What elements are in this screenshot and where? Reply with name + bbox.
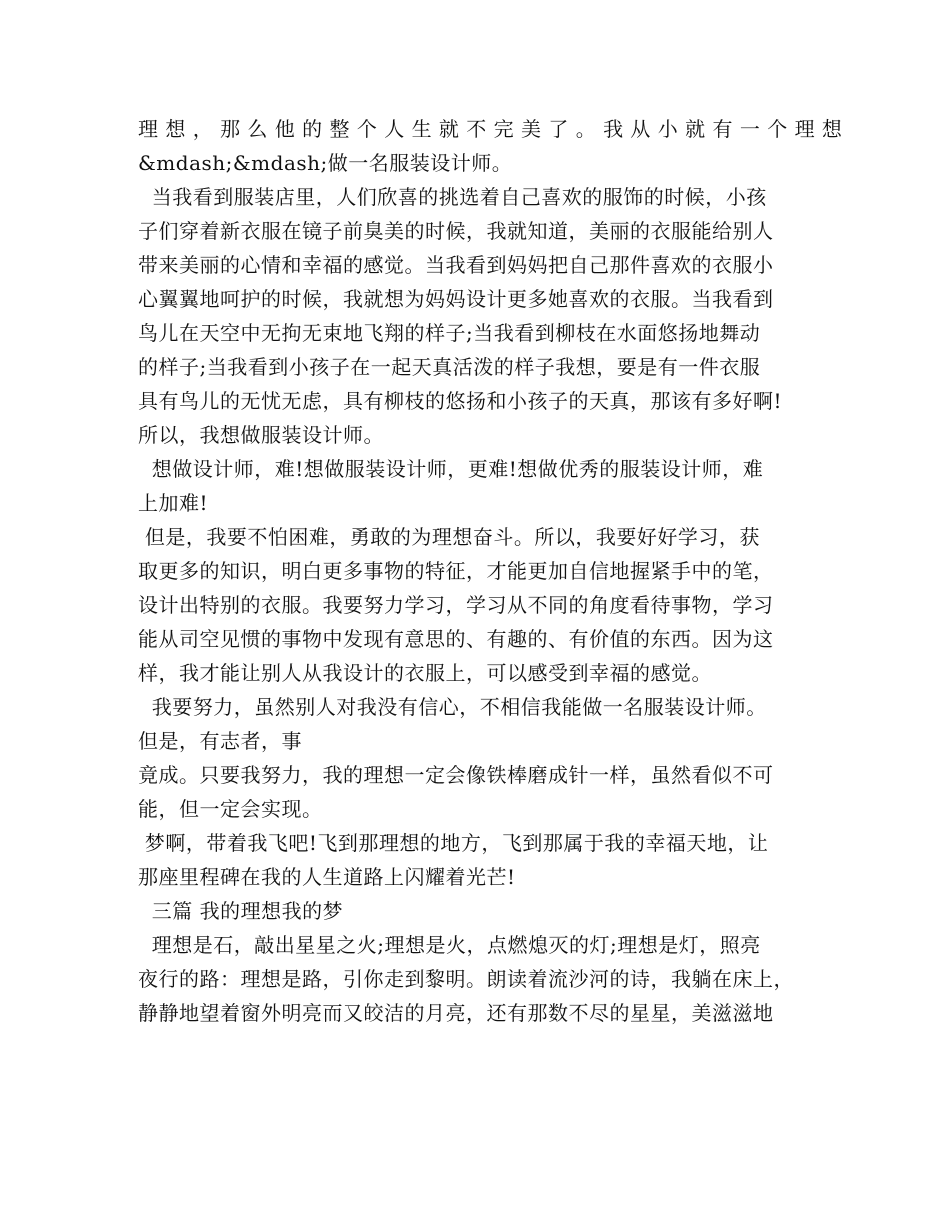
- text-line-2: &mdash;&mdash;做一名服装设计师。: [138, 151, 513, 175]
- text-line-14: 取更多的知识，明白更多事物的特征，才能更加自信地握紧手中的笔，: [138, 559, 774, 583]
- body-text: [138, 112, 843, 1030]
- text-line-26: 夜行的路：理想是路，引你走到黎明。朗读着流沙河的诗，我躺在床上，: [138, 967, 794, 991]
- text-line-10: 所以，我想做服装设计师。: [138, 423, 384, 447]
- text-line-20: 竟成。只要我努力，我的理想一定会像铁棒磨成针一样，虽然看似不可: [138, 763, 774, 787]
- text-line-11: 想做设计师，难!想做服装设计师，更难!想做优秀的服装设计师，难: [138, 457, 764, 481]
- text-line-19: 但是，有志者，事: [138, 729, 302, 753]
- text-line-15: 设计出特别的衣服。我要努力学习，学习从不同的角度看待事物，学习: [138, 593, 774, 617]
- text-line-5: 带来美丽的心情和幸福的感觉。当我看到妈妈把自己那件喜欢的衣服小: [138, 253, 774, 277]
- text-line-22: 梦啊，带着我飞吧!飞到那理想的地方，飞到那属于我的幸福天地，让: [138, 831, 769, 855]
- text-line-7: 鸟儿在天空中无拘无束地飞翔的样子;当我看到柳枝在水面悠扬地舞动: [138, 321, 761, 345]
- text-line-4: 子们穿着新衣服在镜子前臭美的时候，我就知道，美丽的衣服能给别人: [138, 219, 774, 243]
- text-line-8: 的样子;当我看到小孩子在一起天真活泼的样子我想，要是有一件衣服: [138, 355, 761, 379]
- text-line-17: 样，我才能让别人从我设计的衣服上，可以感受到幸福的感觉。: [138, 661, 712, 685]
- text-line-12: 上加难!: [138, 491, 209, 515]
- text-line-9: 具有鸟儿的无忧无虑，具有柳枝的悠扬和小孩子的天真，那该有多好啊!: [138, 389, 783, 413]
- text-line-16: 能从司空见惯的事物中发现有意思的、有趣的、有价值的东西。因为这: [138, 627, 774, 651]
- text-line-3: 当我看到服装店里，人们欣喜的挑选着自己喜欢的服饰的时候，小孩: [138, 185, 767, 209]
- text-line-6: 心翼翼地呵护的时候，我就想为妈妈设计更多她喜欢的衣服。当我看到: [138, 287, 774, 311]
- text-line-21: 能，但一定会实现。: [138, 797, 323, 821]
- text-line-24: 三篇 我的理想我的梦: [138, 899, 344, 923]
- text-line-27: 静静地望着窗外明亮而又皎洁的月亮，还有那数不尽的星星，美滋滋地: [138, 1001, 774, 1025]
- text-line-25: 理想是石，敲出星星之火;理想是火，点燃熄灭的灯;理想是灯，照亮: [138, 933, 761, 957]
- text-line-23: 那座里程碑在我的人生道路上闪耀着光芒!: [138, 865, 516, 889]
- text-line-1: 理 想 ， 那 么 他 的 整 个 人 生 就 不 完 美 了 。 我 从 小 就 有 一 个 理 想: [138, 117, 843, 141]
- text-line-13: 但是，我要不怕困难，勇敢的为理想奋斗。所以，我要好好学习，获: [138, 525, 760, 549]
- text-line-18: 我要努力，虽然别人对我没有信心，不相信我能做一名服装设计师。: [138, 695, 767, 719]
